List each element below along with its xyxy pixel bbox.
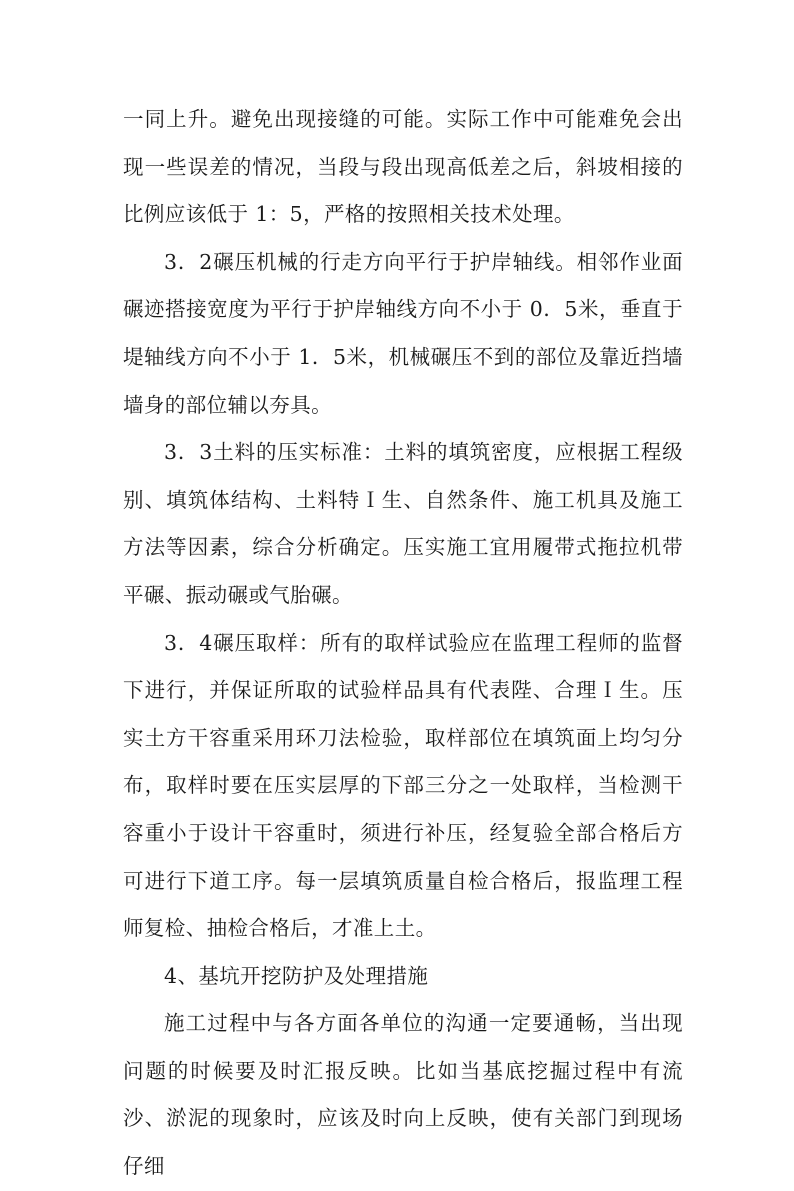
section-heading-4: 4、基坑开挖防护及处理措施 [164,963,429,988]
paragraph-communication: 施工过程中与各方面各单位的沟通一定要通畅，当出现问题的时候要及时汇报反映。比如当基底挖掘过程中有流沙、淤泥的现象时，应该及时向上反映，使有关部门到现场仔细 [123,1011,683,1179]
body-text [123,96,683,1191]
paragraph-3-2-compaction-direction: 3．2碾压机械的行走方向平行于护岸轴线。相邻作业面碾迹搭接宽度为平行于护岸轴线方向不小于 0．5米，垂直于堤轴线方向不小于 1．5米，机械碾压不到的部位及靠近挡墙墙身的部位辅以夯具。 [123,249,683,417]
paragraph-3-4-sampling: 3．4碾压取样：所有的取样试验应在监理工程师的监督下进行，并保证所取的试验样品具有代表陛、合理Ｉ生。压实土方干容重采用环刀法检验，取样部位在填筑面上均匀分布，取样时要在压实层厚的下部三分之一处取样，当检测干容重小于设计干容重时，须进行补压，经复验全部合格后方可进行下道工序。每一层填筑质量自检合格后，报监理工程师复检、抽检合格后，才准上土。 [123,630,683,941]
paragraph-continuation: 一同上升。避免出现接缝的可能。实际工作中可能难免会出现一些误差的情况，当段与段出现高低差之后，斜坡相接的比例应该低于 1：5，严格的按照相关技术处理。 [123,107,683,227]
paragraph-3-3-compaction-standard: 3．3土料的压实标准：土料的填筑密度，应根据工程级别、填筑体结构、土料特Ｉ生、自然条件、施工机具及施工方法等因素，综合分析确定。压实施工宜用履带式拖拉机带平碾、振动碾或气胎碾。 [123,440,683,607]
